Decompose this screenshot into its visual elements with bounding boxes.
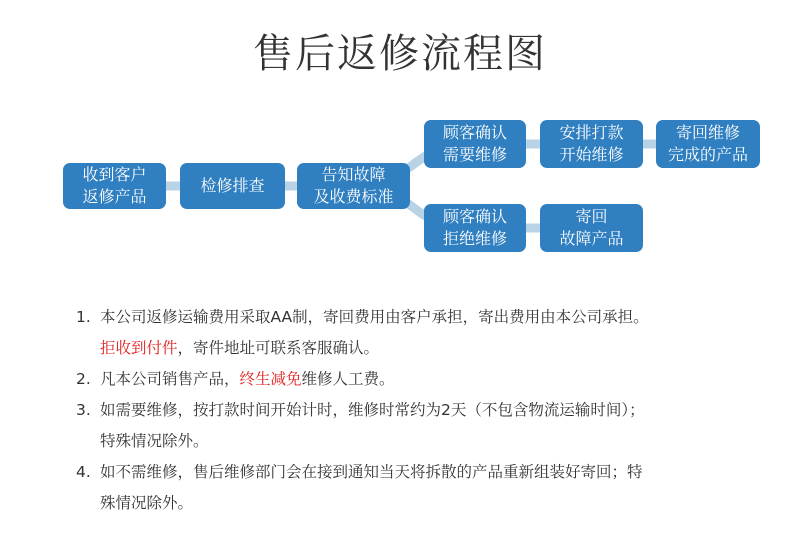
note-line	[100, 426, 766, 457]
note-line	[100, 457, 766, 488]
flow-node-confirm-repair: 顾客确认 需要维修	[424, 120, 526, 168]
note-number: 4.	[76, 463, 91, 481]
note-segment: 如需要维修，按打款时间开始计时，维修时常约为2天（不包含物流运输时间）；	[100, 401, 645, 419]
note-text	[100, 457, 766, 519]
note-segment: 凡本公司销售产品，	[100, 370, 240, 388]
flow-node-return-faulty: 寄回 故障产品	[540, 204, 643, 252]
note-segment: 如不需维修，售后维修部门会在接到通知当天将拆散的产品重新组装好寄回；特	[100, 463, 643, 481]
note-number: 3.	[76, 401, 91, 419]
note-item	[76, 395, 766, 457]
note-number: 1.	[76, 308, 91, 326]
note-number: 2.	[76, 370, 91, 388]
flow-node-notify: 告知故障 及收费标准	[297, 163, 410, 209]
flow-node-refuse-repair: 顾客确认 拒绝维修	[424, 204, 526, 252]
note-item	[76, 457, 766, 519]
note-segment: ，寄件地址可联系客服确认。	[177, 339, 380, 357]
note-segment: 本公司返修运输费用采取AA制，寄回费用由客户承担，寄出费用由本公司承担。	[100, 308, 649, 326]
note-item	[76, 364, 766, 395]
highlight-text: 拒收到付件	[100, 339, 178, 357]
flow-node-return-repaired: 寄回维修 完成的产品	[656, 120, 760, 168]
page-title: 售后返修流程图	[253, 31, 547, 77]
note-segment: 殊情况除外。	[100, 494, 194, 512]
note-line	[100, 488, 766, 519]
note-item	[76, 302, 766, 364]
note-line	[100, 302, 766, 333]
note-segment: 特殊情况除外。	[100, 432, 209, 450]
flow-node-receive: 收到客户 返修产品	[63, 163, 166, 209]
note-line	[100, 395, 766, 426]
note-segment: 维修人工费。	[301, 370, 395, 388]
note-text	[100, 364, 766, 395]
note-line	[100, 333, 766, 364]
note-text	[100, 395, 766, 457]
flow-node-inspect: 检修排查	[180, 163, 285, 209]
flow-node-pay: 安排打款 开始维修	[540, 120, 643, 168]
note-line	[100, 364, 766, 395]
note-text	[100, 302, 766, 364]
highlight-text: 终生减免	[239, 370, 302, 388]
notes-list	[76, 302, 766, 519]
